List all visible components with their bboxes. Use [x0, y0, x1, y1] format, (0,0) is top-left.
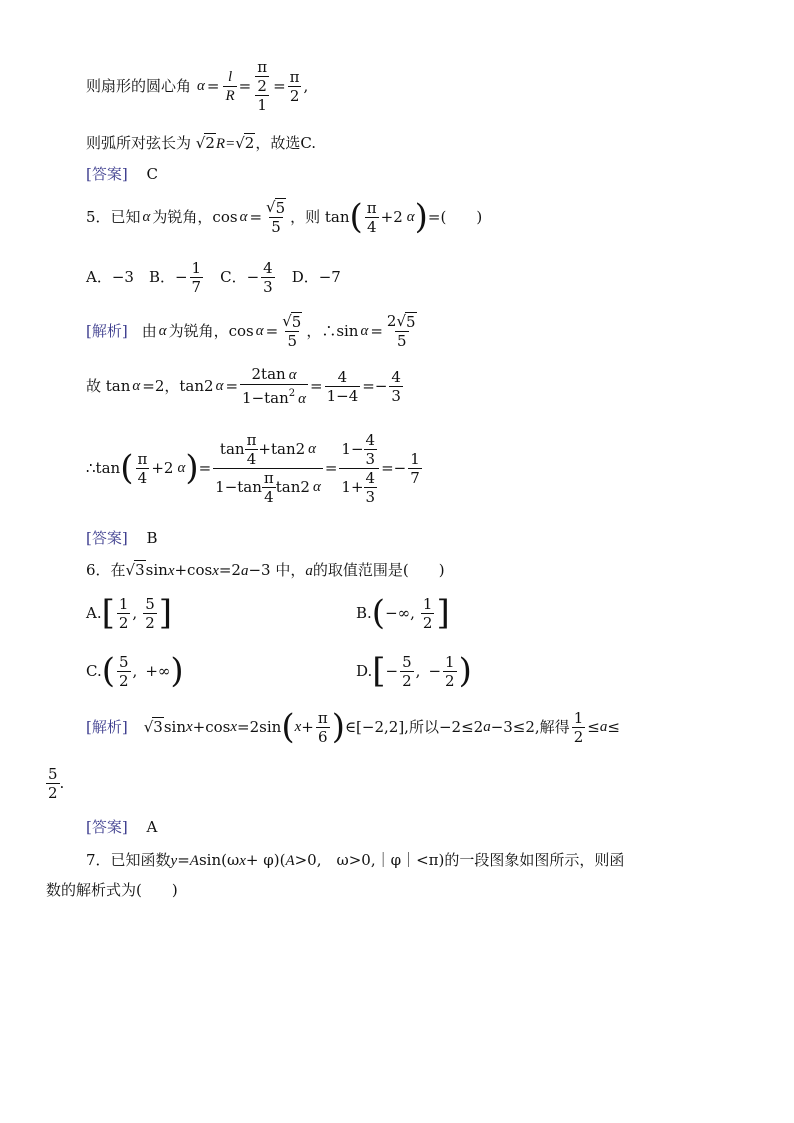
- numerator: √ 5: [266, 198, 286, 217]
- compound-fraction: [253, 58, 271, 114]
- numerator: l: [227, 68, 233, 85]
- sqrt-3: √ 3: [125, 561, 145, 579]
- fraction-tan-sum-formula: tan $\frac{\pi}{4}$ +tan2 α 1−tan $\frac{\pi}{4}$ tan2 α: [215, 430, 321, 506]
- fraction-compound: 1− $\frac{4}{3}$ 1+ $\frac{4}{3}$: [339, 431, 379, 506]
- var-x: x: [167, 563, 175, 579]
- question-5-analysis-line3: [86, 416, 424, 520]
- fraction-sqrt5-over-5: √ 5 5: [282, 312, 302, 350]
- answer-line-4: [86, 164, 158, 184]
- alpha-symbol: α: [406, 209, 415, 225]
- alpha-symbol: α: [360, 323, 369, 339]
- text: =2，tan2: [142, 377, 214, 395]
- option-c: C. ( $\frac{5}{2}$ , +∞ ): [86, 651, 184, 691]
- equals: =: [238, 77, 252, 95]
- denominator: 3: [263, 277, 273, 296]
- text: +2: [151, 459, 174, 477]
- answer-label: [答案]: [86, 529, 128, 547]
- answer-label: [答案]: [86, 165, 128, 183]
- equals: =: [273, 77, 286, 95]
- alpha-symbol: α: [177, 460, 186, 476]
- answer-value: A: [146, 818, 158, 836]
- text: sin: [145, 561, 168, 579]
- fraction-4-over-3: $\frac{4}{3}$: [391, 367, 401, 405]
- fraction-pi-over-4: [365, 199, 379, 236]
- equals: =: [324, 459, 338, 477]
- alpha-symbol: α: [158, 323, 167, 339]
- fraction-pi-over-4: $\frac{\pi}{4}$: [137, 449, 148, 487]
- denominator: R: [225, 87, 235, 104]
- analysis-label: [解析]: [86, 322, 128, 340]
- answer-label: [答案]: [86, 818, 128, 836]
- question-6-analysis: [解析] √ 3 sin x +cos x =2sin ( x + $\frac{\pi}{6}$ ) ∈[−2,2],所以−2≤2 a −3≤2,解得 $\frac{1}{2}$ ≤ a ≤: [86, 707, 620, 747]
- text: 则扇形的圆心角: [86, 77, 192, 95]
- text: =2: [218, 561, 241, 579]
- fraction-4-over-1-minus-4: $\frac{4}{1-4}$: [326, 367, 359, 405]
- text: 5．已知: [86, 208, 141, 226]
- question-7-line2: 数的解析式为( ): [46, 881, 178, 899]
- comma: ,: [303, 77, 309, 95]
- numerator: 4: [263, 258, 273, 277]
- text: ，故选C.: [255, 134, 317, 152]
- fraction-pi-over-2: [288, 68, 302, 105]
- option-a: A. [ $\frac{1}{2}$ , $\frac{5}{2}$ ]: [86, 593, 173, 633]
- numerator: π: [257, 58, 268, 76]
- text: ，∴sin: [306, 322, 359, 340]
- text: 为锐角，cos: [152, 208, 238, 226]
- analysis-label: [解析]: [86, 718, 128, 736]
- fraction-tan-double-angle: $\frac{\text{2tan α}}{1-\tan^2 \alpha}$: [242, 364, 307, 407]
- var-x: x: [212, 563, 219, 579]
- denominator: 2: [257, 77, 267, 95]
- text: +cos: [174, 561, 213, 579]
- equals: =: [370, 322, 383, 340]
- var-a: a: [240, 563, 249, 579]
- text: 故 tan: [86, 377, 131, 395]
- answer-value: B: [146, 529, 158, 547]
- question-5-analysis-line1: [86, 306, 421, 356]
- denominator: 2: [289, 86, 300, 105]
- option-c: C．−: [205, 268, 260, 286]
- sqrt-2: √ 2: [195, 134, 215, 152]
- equals: =: [265, 322, 279, 340]
- text: 由: [141, 322, 157, 340]
- open-paren: (: [120, 448, 134, 488]
- answer-line-6: [86, 817, 157, 837]
- fraction-l-over-R: [223, 68, 236, 105]
- question-7-line1: 7．已知函数y=Asin(ωx+ φ)(A>0, ω>0,｜φ｜<π)的一段图象如图所示，则函: [86, 851, 625, 869]
- alpha-symbol: α: [215, 378, 224, 394]
- fraction-sqrt5-over-5: [264, 198, 288, 236]
- denominator: 4: [366, 217, 377, 236]
- text: ∴tan: [86, 459, 121, 477]
- option-b: B. ( −∞, $\frac{1}{2}$ ]: [356, 593, 450, 633]
- text: ，则 tan: [290, 208, 350, 226]
- fraction-4-over-3: [261, 259, 275, 296]
- equals: =: [198, 459, 212, 477]
- alpha-symbol: α: [132, 378, 141, 394]
- sector-angle-line: [86, 46, 308, 126]
- fraction-2sqrt5-over-5: 2 √ 5 5: [386, 312, 416, 350]
- denominator: 1: [257, 96, 267, 114]
- text: =−: [381, 459, 407, 477]
- text: +2: [380, 208, 403, 226]
- question-5-analysis-line2: [86, 362, 405, 410]
- answer-line-5: [86, 528, 158, 548]
- close-paren: ): [185, 448, 199, 488]
- question-5-options: [86, 252, 341, 302]
- text: 6．在: [86, 561, 126, 579]
- denominator: 7: [191, 277, 202, 296]
- alpha-symbol: α: [239, 209, 248, 225]
- alpha-symbol: α: [142, 209, 151, 225]
- chord-length-line: [86, 133, 316, 154]
- numerator: π: [289, 67, 300, 86]
- numerator: 1: [191, 258, 202, 277]
- equals: =: [249, 208, 263, 226]
- text: 的取值范围是( ): [312, 561, 445, 579]
- numerator: π: [366, 198, 377, 217]
- options-a-b: A．−3 B．−: [86, 268, 188, 286]
- question-5-stem: [86, 192, 482, 242]
- option-d: D．−7: [276, 268, 341, 286]
- text: =−: [362, 377, 388, 395]
- option-d: D. [ − $\frac{5}{2}$ , − $\frac{1}{2}$ ): [356, 651, 472, 691]
- numerator: [253, 58, 271, 95]
- question-6-stem: [86, 560, 445, 581]
- r-equals: R=: [215, 136, 236, 152]
- text: −3 中，: [248, 561, 306, 579]
- question-6-analysis-cont: $\frac{5}{2}$ .: [48, 764, 65, 802]
- text: =( ): [427, 208, 483, 226]
- sqrt-2: √ 2: [235, 134, 255, 152]
- alpha-symbol: α: [197, 78, 205, 94]
- fraction-pi-over-2: [255, 58, 269, 95]
- fraction-1-over-7: [190, 259, 204, 296]
- equals: =: [225, 377, 239, 395]
- fraction-1-over-7: $\frac{1}{7}$: [410, 449, 420, 487]
- open-paren: (: [349, 197, 363, 237]
- equals: =: [310, 377, 323, 395]
- text: 则弧所对弦长为: [86, 134, 192, 152]
- close-paren: ): [414, 197, 428, 237]
- var-a: a: [305, 563, 313, 579]
- alpha-symbol: α: [255, 323, 264, 339]
- text: 为锐角，cos: [168, 322, 254, 340]
- equals: =: [206, 77, 220, 95]
- denominator: 5: [271, 218, 281, 236]
- answer-value: C: [146, 165, 158, 183]
